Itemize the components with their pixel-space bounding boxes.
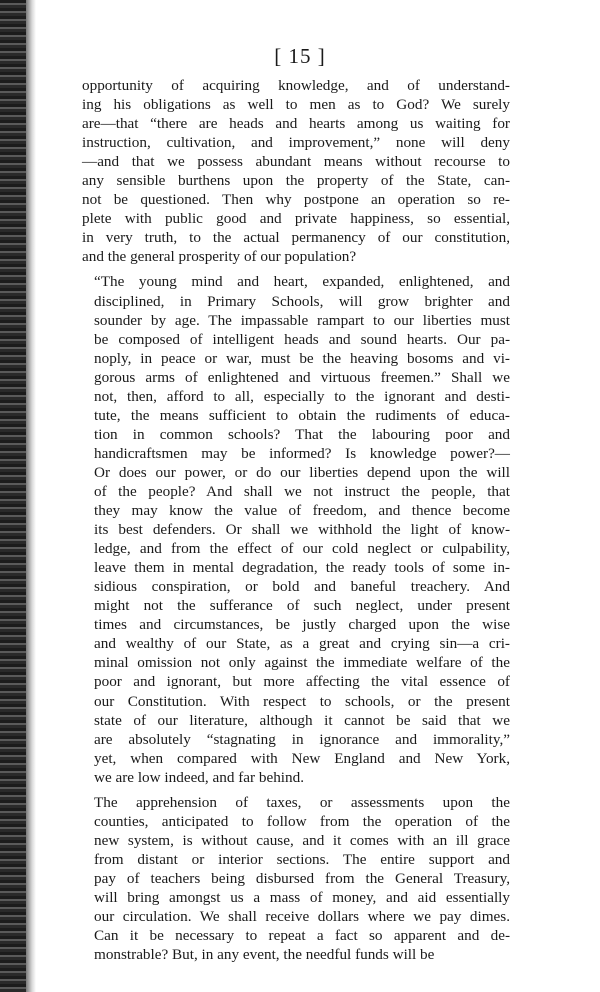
text-line: poor and ignorant, but more affecting the vital essence of [94,673,510,691]
paragraph [82,793,510,964]
text-line: are—that “there are heads and hearts among us waiting for [82,115,510,133]
text-line: tute, the means sufficient to obtain the rudiments of educa- [94,406,510,424]
text-line: The apprehension of taxes, or assessments upon the [94,793,510,811]
text-line: ing his obligations as well to men as to God? We surely [82,96,510,114]
text-line: disciplined, in Primary Schools, will grow brighter and [94,292,510,310]
text-line: any sensible burthens upon the property of the State, can- [82,172,510,190]
text-line: times and circumstances, be justly charged upon the wise [94,616,510,634]
text-line: state of our literature, although it cannot be said that we [94,711,510,729]
text-line: Can it be necessary to repeat a fact so apparent and de- [94,927,510,945]
text-line: opportunity of acquiring knowledge, and of understand- [82,77,510,94]
text-line: its best defenders. Or shall we withhold the light of know- [94,521,510,539]
text-line: of the people? And shall we not instruct the people, that [94,482,510,500]
text-line: they may know the value of freedom, and thence become [94,502,510,520]
paragraph [82,272,510,786]
text-line: gorous arms of enlightened and virtuous freemen.” Shall we [94,368,510,386]
book-binding-edge [0,0,26,992]
text-line: instruction, cultivation, and improvement,” none will deny [82,134,510,152]
text-line: tion in common schools? That the labouring poor and [94,425,510,443]
paragraph [82,76,510,266]
text-line: be composed of intelligent heads and sound hearts. Our pa- [94,330,510,348]
text-line: might not the sufferance of such neglect, under present [94,597,510,615]
text-line: pay of teachers being disbursed from the General Treasury, [94,869,510,887]
text-line: sounder by age. The impassable rampart to our liberties must [94,311,510,329]
text-line: sidious conspiration, or bold and baneful treachery. And [94,578,510,596]
text-line: we are low indeed, and far behind. [94,768,305,786]
text-line: will bring amongst us a mass of money, and aid essentially [94,888,510,906]
text-line: not be questioned. Then why postpone an operation so re- [82,191,510,209]
text-line: our Constitution. With respect to schools, or the present [94,692,510,710]
text-line: from distant or interior sections. The entire support and [94,850,510,868]
text-line: plete with public good and private happiness, so essential, [82,210,510,228]
text-line: —and that we possess abundant means without recourse to [82,153,510,171]
text-line: new system, is without cause, and it comes with an ill grace [94,831,510,849]
text-line: in very truth, to the actual permanency of our constitution, [82,229,510,247]
text-line: yet, when compared with New England and New York, [94,749,510,767]
text-line: our circulation. We shall receive dollars where we pay dimes. [94,908,510,926]
text-line: are absolutely “stagnating in ignorance and immorality,” [94,730,510,748]
text-line: minal omission not only against the immediate welfare of the [94,654,510,672]
text-line: and wealthy of our State, as a great and crying sin—a cri- [94,635,510,653]
text-line: not, then, afford to all, especially to the ignorant and desti- [94,387,510,405]
text-line: ledge, and from the effect of our cold neglect or culpability, [94,540,510,558]
text-line: monstrable? But, in any event, the needful funds will be [94,946,435,964]
text-line: counties, anticipated to follow from the operation of the [94,812,510,830]
text-line: “The young mind and heart, expanded, enlightened, and [94,273,510,291]
binding-shadow [26,0,36,992]
text-line: noply, in peace or war, must be the heaving bosoms and vi- [94,349,510,367]
text-line: leave them in mental degradation, the ready tools of some in- [94,559,510,577]
text-line: handicraftsmen may be informed? Is knowledge power?— [94,444,510,462]
page-number: [ 15 ] [274,44,326,68]
page-text-body [82,76,510,976]
text-line: Or does our power, or do our liberties depend upon the will [94,463,510,481]
text-line: and the general prosperity of our population? [82,248,357,266]
